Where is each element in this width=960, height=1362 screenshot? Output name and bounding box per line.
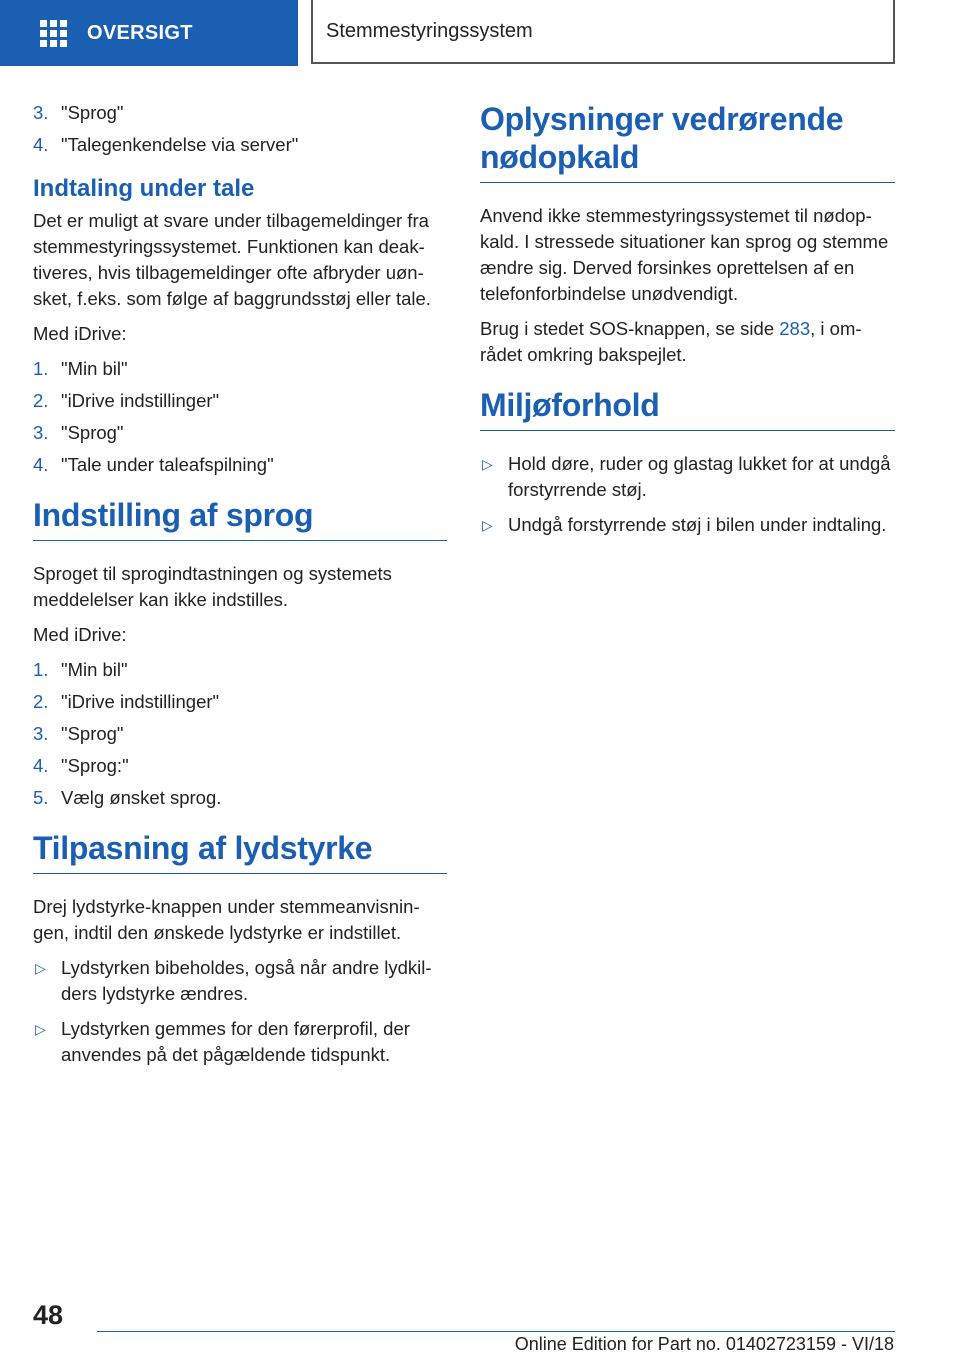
list-item: 1. "Min bil" bbox=[33, 358, 128, 379]
list-item: ▷ Lydstyrken bibeholdes, også når andre lydkilders lydstyrke ændres. bbox=[35, 957, 432, 1004]
paragraph-volume: Drej lydstyrke-knappen under stemmeanvisningen, indtil den ønskede lydstyrke er indstillet. bbox=[33, 896, 420, 943]
with-idrive-label: Med iDrive: bbox=[33, 323, 127, 344]
edition-footer: Online Edition for Part no. 01402723159 - VI/18 bbox=[514, 1334, 894, 1354]
heading-interrupt: Indtaling under tale bbox=[33, 175, 255, 202]
left-column bbox=[33, 100, 447, 1077]
top-navigation-bar bbox=[0, 0, 960, 66]
heading-volume: Tilpasning af lydstyrke bbox=[33, 829, 447, 874]
list-item: ▷ Lydstyrken gemmes for den førerprofil, der anvendes på det pågældende tidspunkt. bbox=[35, 1018, 410, 1065]
interrupt-steps-list bbox=[33, 356, 447, 478]
triangle-bullet-icon: ▷ bbox=[35, 1021, 46, 1037]
list-item: 3. "Sprog" bbox=[33, 422, 124, 443]
triangle-bullet-icon: ▷ bbox=[482, 456, 493, 472]
list-item: 1. "Min bil" bbox=[33, 659, 128, 680]
page-reference-link[interactable]: 283 bbox=[779, 318, 811, 339]
list-item: 4. "Tale under taleafspilning" bbox=[33, 454, 274, 475]
triangle-bullet-icon: ▷ bbox=[35, 960, 46, 976]
paragraph-sos: Brug i stedet SOS-knappen, se side 283, i området omkring bakspejlet. bbox=[480, 318, 862, 365]
with-idrive-label: Med iDrive: bbox=[33, 624, 127, 645]
list-item: 3. "Sprog" bbox=[33, 102, 124, 123]
heading-language: Indstilling af sprog bbox=[33, 496, 447, 541]
heading-emergency: Oplysninger vedrørende nødopkald bbox=[480, 100, 895, 183]
overview-tab[interactable] bbox=[0, 0, 298, 66]
list-item: 3. "Sprog" bbox=[33, 723, 124, 744]
chapter-tab[interactable]: Stemmestyringssystem bbox=[311, 0, 895, 64]
heading-environment: Miljøforhold bbox=[480, 386, 895, 431]
paragraph-interrupt: Det er muligt at svare under tilbagemeldinger fra stemmestyringssystemet. Funktionen kan deaktiveres, hvis tilbagemeldinger ofte afbryder uønsket, f.eks. som følge af baggrundsstøj eller tale. bbox=[33, 210, 431, 309]
list-item: ▷ Undgå forstyrrende støj i bilen under indtaling. bbox=[480, 512, 895, 538]
paragraph-emergency: Anvend ikke stemmestyringssystemet til nødopkald. I stressede situationer kan sprog og stemme ændre sig. Derved forsinkes oprettelsen af en telefonforbindelse unødvendigt. bbox=[480, 205, 889, 304]
overview-tab-label: OVERSIGT bbox=[87, 21, 193, 44]
list-item: 4. "Sprog:" bbox=[33, 755, 129, 776]
list-item: 4. "Talegenkendelse via server" bbox=[33, 134, 299, 155]
list-item: ▷ Hold døre, ruder og glastag lukket for at undgå forstyrrende støj. bbox=[482, 453, 891, 500]
page-number: 48 bbox=[33, 1300, 64, 1330]
list-item: 5. Vælg ønsket sprog. bbox=[33, 787, 222, 808]
grid-menu-icon bbox=[40, 20, 67, 47]
right-column bbox=[480, 100, 895, 547]
language-steps-list-a bbox=[33, 100, 447, 158]
environment-bullet-list bbox=[480, 451, 895, 538]
volume-bullet-list bbox=[33, 955, 447, 1068]
language-steps-list-c bbox=[33, 657, 447, 811]
paragraph-language: Sproget til sprogindtastningen og systemets meddelelser kan ikke indstilles. bbox=[33, 563, 392, 610]
list-item: 2. "iDrive indstillinger" bbox=[33, 691, 220, 712]
footer-divider bbox=[97, 1331, 895, 1332]
triangle-bullet-icon: ▷ bbox=[482, 517, 493, 533]
list-item: 2. "iDrive indstillinger" bbox=[33, 390, 220, 411]
